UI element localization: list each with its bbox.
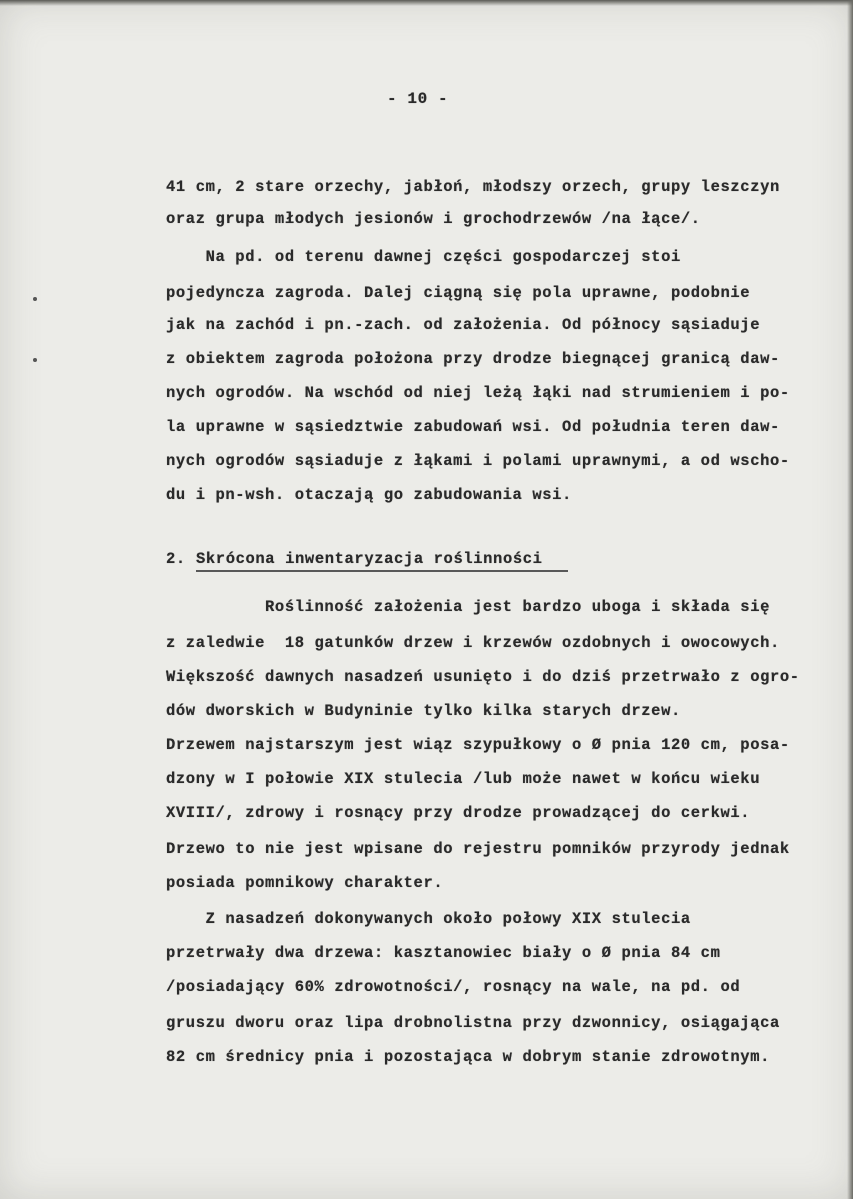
text-line: Drzewo to nie jest wpisane do rejestru pomników przyrody jednak: [166, 840, 790, 858]
text-line: la uprawne w sąsiedztwie zabudowań wsi. Od południa teren daw-: [166, 418, 780, 436]
text-line: Drzewem najstarszym jest wiąz szypułkowy o Ø pnia 120 cm, posa-: [166, 736, 790, 754]
text-line: z obiektem zagroda położona przy drodze biegnącej granicą daw-: [166, 350, 780, 368]
text-line: XVIII/, zdrowy i rosnący przy drodze prowadzącej do cerkwi.: [166, 804, 751, 822]
text-line: oraz grupa młodych jesionów i grochodrzewów /na łące/.: [166, 210, 701, 228]
text-line: /posiadający 60% zdrowotności/, rosnący na wale, na pd. od: [166, 978, 741, 996]
section-heading: Skrócona inwentaryzacja roślinności: [196, 550, 543, 568]
text-line: z zaledwie 18 gatunków drzew i krzewów ozdobnych i owocowych.: [166, 634, 780, 652]
page-number: - 10 -: [387, 90, 449, 108]
heading-underline: [196, 570, 568, 572]
text-line: dów dworskich w Budyninie tylko kilka starych drzew.: [166, 702, 681, 720]
text-line: nych ogrodów sąsiaduje z łąkami i polami uprawnymi, a od wscho-: [166, 452, 790, 470]
section-number: 2.: [166, 550, 186, 568]
text-line: Roślinność założenia jest bardzo uboga i składa się: [166, 598, 770, 616]
text-line: Z nasadzeń dokonywanych około połowy XIX stulecia: [166, 910, 691, 928]
punch-hole-mark: [33, 297, 37, 301]
text-line: 41 cm, 2 stare orzechy, jabłoń, młodszy orzech, grupy leszczyn: [166, 178, 780, 196]
text-line: przetrwały dwa drzewa: kasztanowiec biały o Ø pnia 84 cm: [166, 944, 721, 962]
text-line: Większość dawnych nasadzeń usunięto i do dziś przetrwało z ogro-: [166, 668, 800, 686]
punch-hole-mark: [33, 358, 37, 362]
text-line: dzony w I połowie XIX stulecia /lub może nawet w końcu wieku: [166, 770, 761, 788]
text-line: Na pd. od terenu dawnej części gospodarczej stoi: [166, 248, 681, 266]
text-line: du i pn-wsh. otaczają go zabudowania wsi.: [166, 486, 572, 504]
text-line: pojedyncza zagroda. Dalej ciągną się pola uprawne, podobnie: [166, 284, 751, 302]
text-line: posiada pomnikowy charakter.: [166, 874, 444, 892]
text-line: nych ogrodów. Na wschód od niej leżą łąki nad strumieniem i po-: [166, 384, 790, 402]
text-line: jak na zachód i pn.-zach. od założenia. Od północy sąsiaduje: [166, 316, 761, 334]
text-line: gruszu dworu oraz lipa drobnolistna przy dzwonnicy, osiągająca: [166, 1014, 780, 1032]
text-line: 82 cm średnicy pnia i pozostająca w dobrym stanie zdrowotnym.: [166, 1048, 770, 1066]
